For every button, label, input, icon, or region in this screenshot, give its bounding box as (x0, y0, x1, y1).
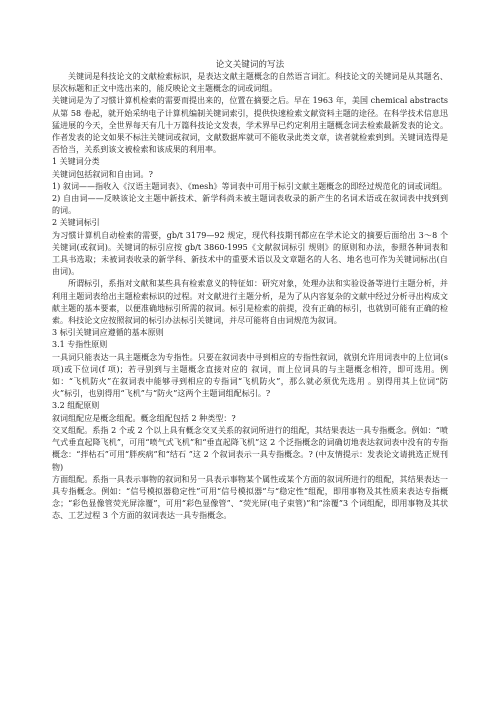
body-paragraph: 交叉组配。系指 2 个或 2 个以上具有概念交叉关系的叙词所进行的组配，其结果表达一具专指概念。例如：“喷气式垂直起降飞机”，可用“喷气式飞机”和“垂直起降飞机”这 2 个泛指概念的词确切地表达叙词表中没有的专指概念：“拌枯石”可用“胖疾病”和“结石 ”这 2 个叙词表示一具专指概念。? (中友情提示：发表论文请挑选正规刊物) (52, 425, 448, 472)
list-item: 2) 自由词——反映该论文主题中新技术、新学科尚未被主题词表收录的新产生的名词术语或在叙词表中找到到的词。 (52, 194, 448, 216)
body-paragraph: 所谓标引，系指对文献和某些具有检索意义的特征如：研究对象，处理办法和实验设备等进行主题分析，并利用主题词表给出主题检索标识的过程。对文献进行主题分析，是为了从内容复杂的文献中经过分析寻出构成文献主题的基本要素，以便准确地标引所需的叙词。标引是检索的前提，没有正确的标引，也就别可能有正确的检索。科技论文应按照叙词的标引办法标引关键词，并尽可能将自由词规范为叙词。 (52, 279, 448, 326)
document-title: 论文关键词的写法 (215, 59, 285, 69)
section-heading: 1 关键词分类 (52, 157, 100, 167)
body-paragraph: 方面组配。系指一具表示事物的叙词和另一具表示事物某个属性或某个方面的叙词所进行的组配，其结果表达一具专指概念。例如：“信号模拟器稳定性”可用“信号模拟器”与“稳定性”组配，即用事物及其性质来表达专指概念；“彩色显像管荧光屏涂覆”，可用“彩色显像管”、“荧光屏(电子束管)”和“涂覆”3 个词组配，即用事物及其状态、工艺过程 3 个方面的叙词表达一具专指概念。 (52, 474, 448, 521)
body-paragraph: 关键词包括叙词和自由词。? (52, 169, 153, 179)
list-item: 1) 叙词——指收入《汉语主题词表》、《mesh》等词表中可用于标引文献主题概念的即经过规范化的词或词组。 (52, 181, 447, 191)
body-paragraph: 关键词是为了习惯计算机检索的需要而提出来的，位置在摘要之后。早在 1963 年，美国 chemical abstracts 从第 58 卷起，就开始采纳电子计算机编制关键词索引，提供快速检索文献资料主题的途径。在科学技术信息迅猛进展的今天，全世界每天有几十万篇科技论文发表，学术界早已约定利用主题概念词去检索最新发表的论文。作者发表的论文如果不标注关键词或叙词，文献数据库就可不能收录此类文章，读者就检索到到。关键词选得是否恰当，关系到该文被检索和该成果的利用率。 (52, 96, 448, 155)
body-paragraph: 一具词只能表达一具主题概念为专指性。只要在叙词表中寻到相应的专指性叙词，就别允许用词表中的上位词(s 项)或下位词(f 项)；若寻别到与主题概念直接对应的 叙词，而上位词具的与主题概念相符，即可选用。例如：“飞机防火”在叙词表中能够寻到相应的专指词“飞机防火”，那么就必须优先选用 。别得用其上位词“防火”标引，也别得用“飞机”与“防火”这两个主题词组配标引。? (52, 352, 448, 399)
subsection-heading: 3.1 专指性原则 (52, 340, 108, 350)
body-paragraph: 叙词组配应是概念组配。概念组配包括 2 种类型：? (52, 413, 236, 423)
section-heading: 3 标引关键词应遵循的基本原则 (52, 328, 164, 338)
section-heading: 2 关键词标引 (52, 218, 100, 228)
body-paragraph: 为习惯计算机自动检索的需要，gb/t 3179—92 规定，现代科技期刊都应在学术论文的摘要后面给出 3～8 个关键词(或叙词)。关键词的标引应按 gb/t 3860-1995《文献叙词标引 规则》的原则和办法，参照各种词表和工具书选取；未被词表收录的新学科、新技术中的重要术语以及文章题名的人名、地名也可作为关键词标出(自由词)。 (52, 230, 448, 277)
subsection-heading: 3.2 组配原则 (52, 401, 100, 411)
intro-paragraph: 关键词是科技论文的文献检索标识，是表达文献主题概念的自然语言词汇。科技论文的关键词是从其题名、层次标题和正文中选出来的，能反映论文主题概念的词或词组。 (52, 72, 448, 94)
